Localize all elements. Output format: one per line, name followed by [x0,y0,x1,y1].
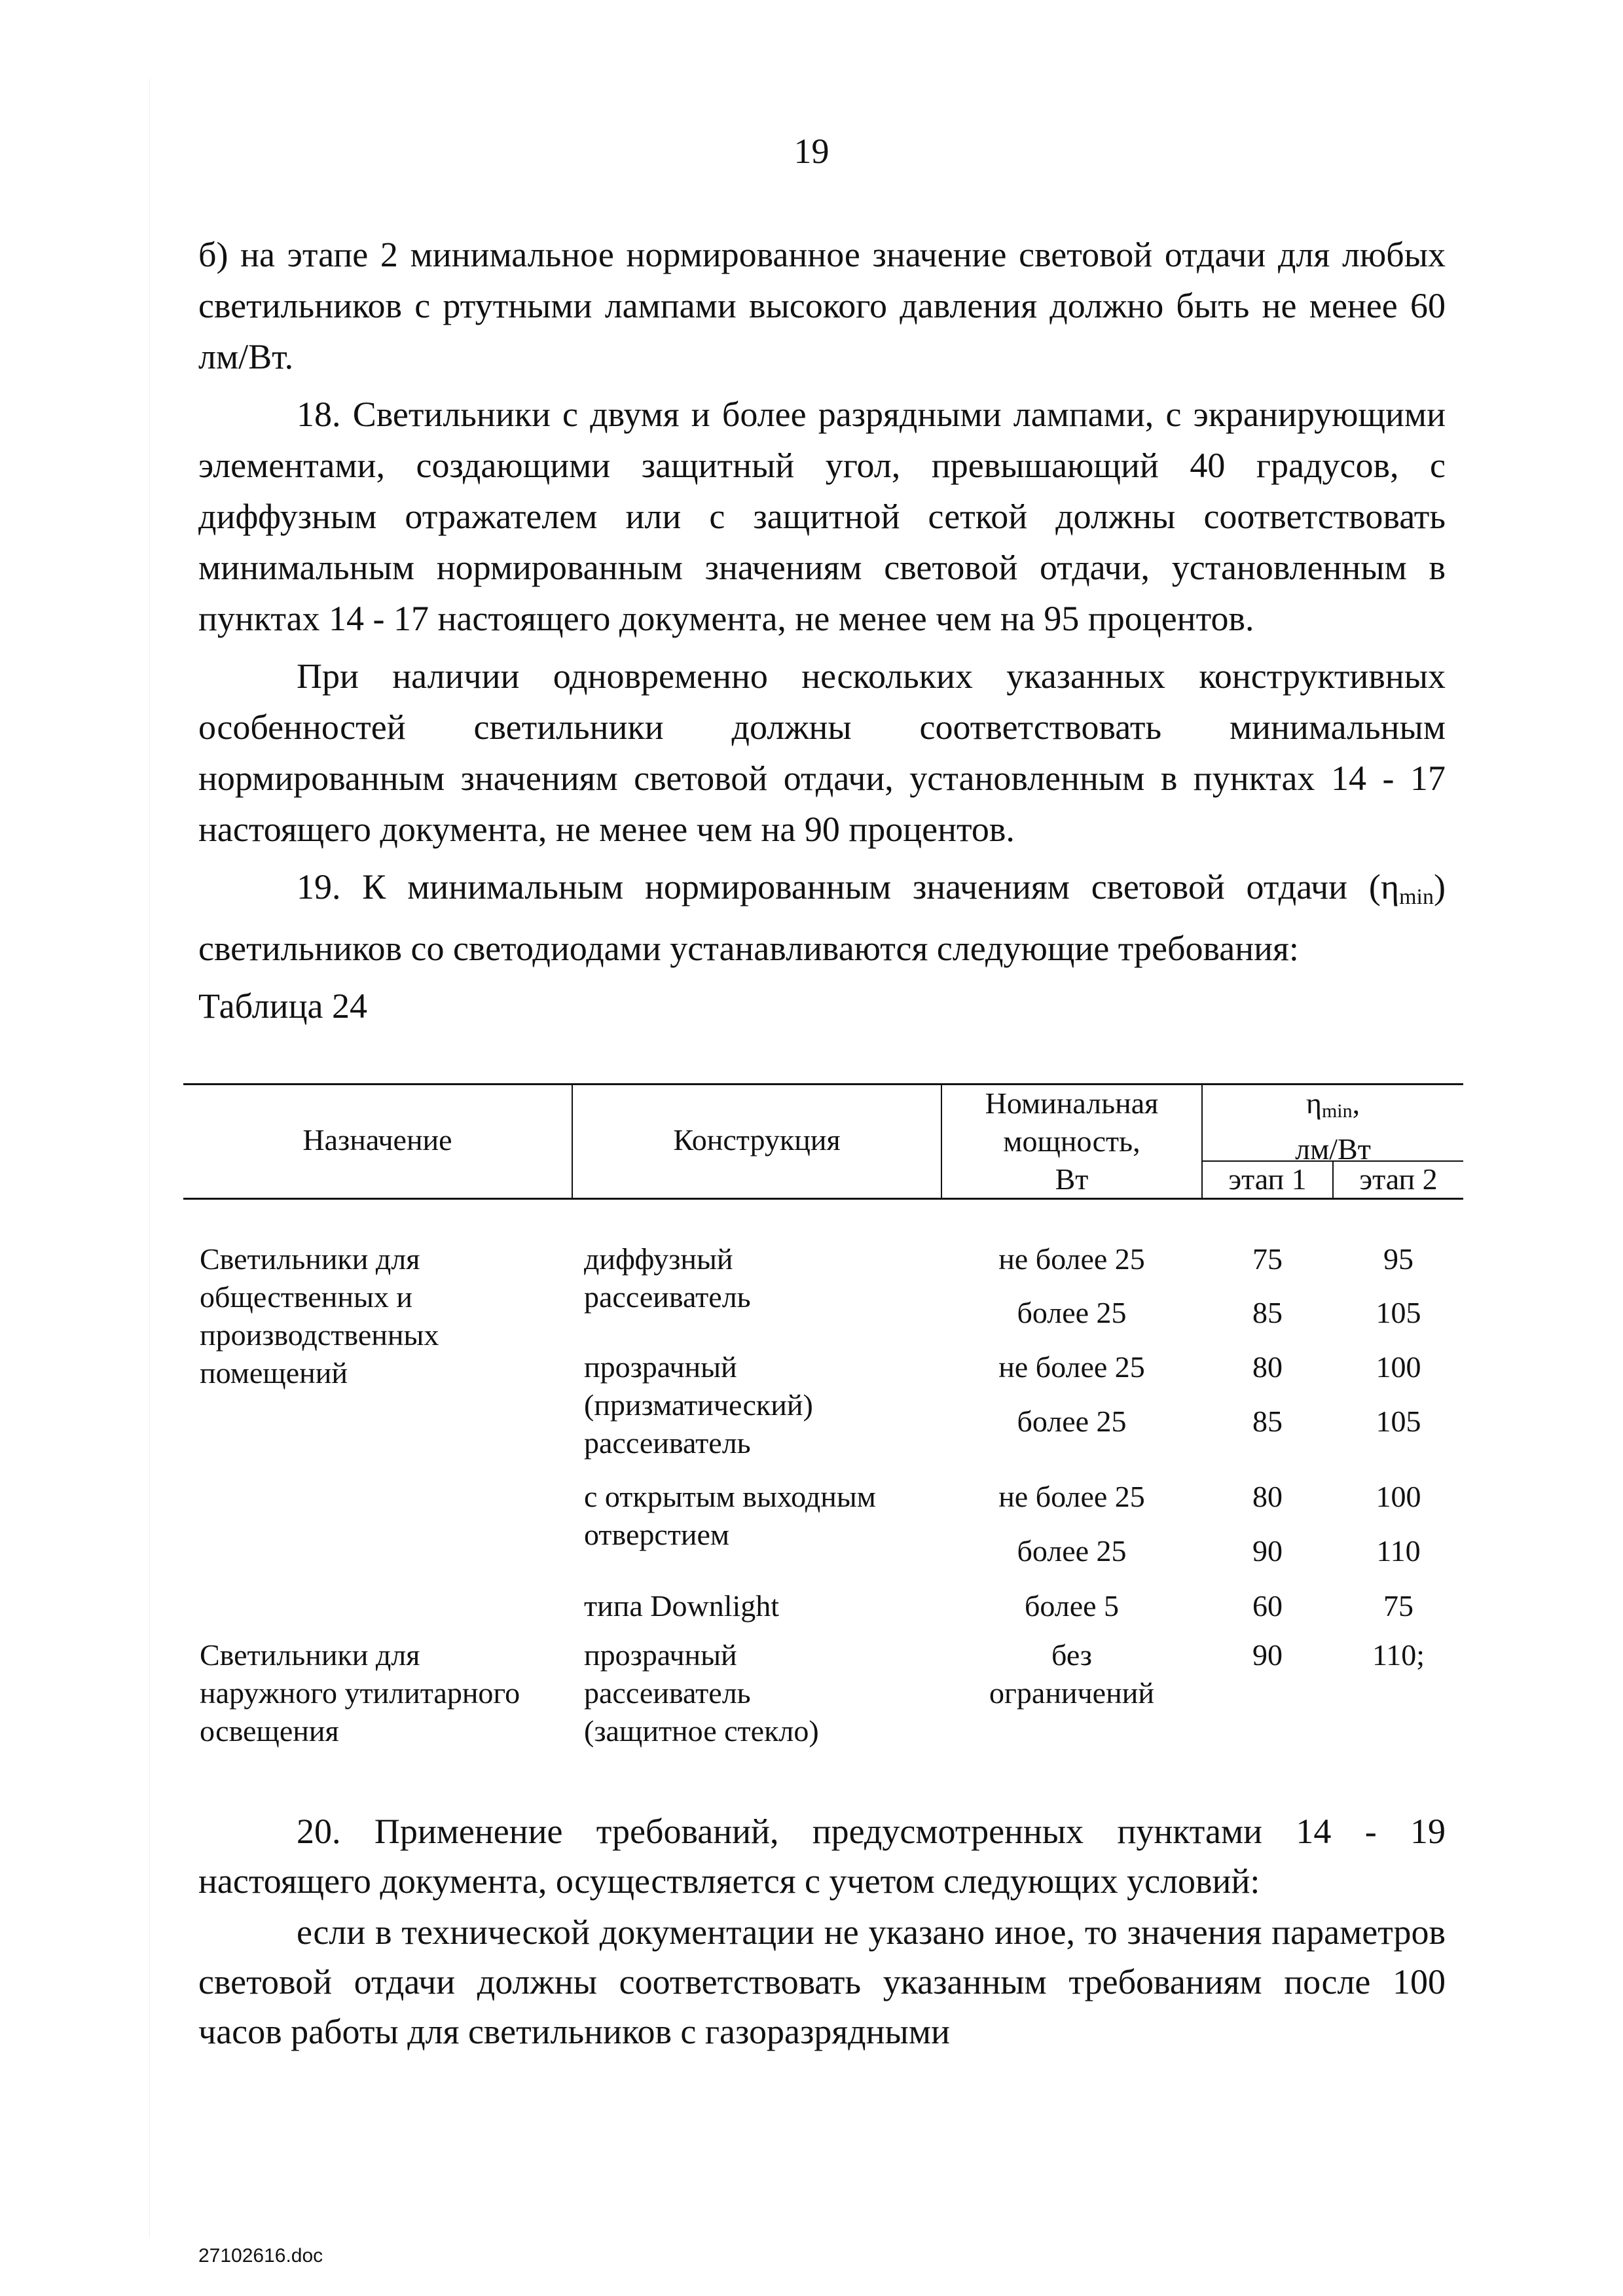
purpose-indoor-line2: общественных и [200,1280,413,1314]
row-8-power-line2: ограничений [989,1676,1154,1710]
paragraph-18: 18. Светильники с двумя и более разрядными лампами, с экранирующими элементами, создающими защитный угол, превышающий 40 градусов, с диффузным отражателем или с защитной сеткой должны соответствовать минимальным нормированным значениям световой отдачи, установленным в пунктах 14 - 17 настоящего документа, не менее чем на 95 процентов. [198,395,1446,638]
row-3-stage2: 100 [1376,1350,1421,1384]
header-power-line1: Номинальная [985,1086,1159,1120]
construction-prismatic-line3: рассеиватель [584,1426,751,1460]
header-eta-unit: лм/Вт [1295,1132,1371,1166]
purpose-indoor-line3: производственных [200,1318,439,1352]
header-stage1: этап 1 [1228,1162,1307,1196]
row-1-stage1: 75 [1252,1242,1283,1276]
header-eta [1203,1085,1463,1168]
row-4-stage1: 85 [1252,1405,1283,1438]
paragraph-multiple-features: При наличии одновременно нескольких указанных конструктивных особенностей светильники должны соответствовать минимальным нормированным значениям световой отдачи, установленным в пунктах 14 - 17 настоящего документа, не менее чем на 90 процентов. [198,656,1446,849]
paragraph-19-end: ) светильников со светодиодами устанавливаются следующие требования: [198,867,1446,968]
table-caption: Таблица 24 [198,986,367,1026]
row-5-power: не более 25 [998,1480,1145,1513]
paragraph-stage2-mercury: б) на этапе 2 минимальное нормированное значение световой отдачи для любых светильников с ртутными лампами высокого давления должно быть не менее 60 лм/Вт. [198,235,1446,376]
row-2-stage1: 85 [1252,1296,1283,1329]
construction-diffuse [584,1240,938,1316]
row-3-power: не более 25 [998,1350,1145,1384]
construction-diffuse-line1: диффузный [584,1242,733,1276]
row-1-power: не более 25 [998,1242,1145,1276]
purpose-outdoor [200,1636,593,1750]
header-power-line3: Вт [1055,1162,1089,1196]
row-8-power [942,1636,1201,1712]
construction-downlight-line1: типа Downlight [584,1589,780,1623]
row-2-stage2: 105 [1376,1296,1421,1329]
header-eta-symbol [1203,1085,1463,1130]
row-6-power: более 25 [1017,1534,1127,1568]
row-5-stage1: 80 [1252,1480,1283,1513]
row-8-stage2: 110; [1372,1638,1425,1672]
row-6-stage1: 90 [1252,1534,1283,1568]
row-7-power: более 5 [1024,1589,1120,1623]
row-5-stage2: 100 [1376,1480,1421,1513]
purpose-indoor-line4: помещений [200,1356,348,1390]
paragraph-20-conditions: если в технической документации не указано иное, то значения параметров световой отдачи должны соответствовать указанным требованиям после 100 часов работы для светильников с газоразрядными [198,1912,1446,2051]
construction-open [584,1478,951,1554]
construction-protective-glass [584,1636,938,1750]
footer-filename: 27102616.doc [198,2245,323,2267]
paragraph-19 [198,861,1446,974]
row-4-power: более 25 [1017,1405,1127,1438]
construction-prismatic-line2: (призматический) [584,1388,813,1422]
paragraph-20: 20. Применение требований, предусмотренных пунктами 14 - 19 настоящего документа, осуществляется с учетом следующих условий: [198,1812,1446,1901]
row-6-stage2: 110 [1376,1534,1421,1568]
construction-prismatic [584,1348,938,1462]
eta-comma: , [1352,1086,1360,1120]
header-power [942,1085,1201,1198]
scan-edge-line [149,79,150,2238]
purpose-outdoor-line3: освещения [200,1714,339,1748]
construction-prismatic-line1: прозрачный [584,1350,737,1384]
row-7-stage1: 60 [1252,1589,1283,1623]
row-7-stage2: 75 [1383,1589,1413,1623]
body-text [198,229,1446,1031]
table-24 [183,1083,1463,1770]
header-power-line2: мощность, [1003,1124,1140,1158]
header-stage2: этап 2 [1359,1162,1438,1196]
paragraph-19-subscript: min [1399,885,1434,909]
purpose-outdoor-line1: Светильники для [200,1638,420,1672]
row-8-power-line1: без [1051,1638,1092,1672]
construction-glass-line3: (защитное стекло) [584,1714,819,1748]
purpose-indoor [200,1240,566,1392]
eta-symbol: η [1305,1086,1322,1120]
construction-glass-line1: прозрачный [584,1638,737,1672]
row-4-stage2: 105 [1376,1405,1421,1438]
row-8-stage1: 90 [1252,1638,1283,1672]
construction-open-line1: с открытым выходным [584,1480,876,1513]
row-1-stage2: 95 [1383,1242,1413,1276]
construction-glass-line2: рассеиватель [584,1676,751,1710]
page-number: 19 [793,132,830,171]
bottom-text [198,1806,1446,2056]
construction-downlight [584,1587,938,1625]
construction-diffuse-line2: рассеиватель [584,1280,751,1314]
eta-subscript: min [1321,1100,1353,1122]
purpose-outdoor-line2: наружного утилитарного [200,1676,520,1710]
header-purpose: Назначение [302,1123,452,1157]
row-2-power: более 25 [1017,1296,1127,1329]
construction-open-line2: отверстием [584,1518,730,1551]
row-3-stage1: 80 [1252,1350,1283,1384]
purpose-indoor-line1: Светильники для [200,1242,420,1276]
paragraph-19-start: 19. К минимальным нормированным значениям световой отдачи (η [297,867,1400,906]
header-construction: Конструкция [673,1123,841,1157]
